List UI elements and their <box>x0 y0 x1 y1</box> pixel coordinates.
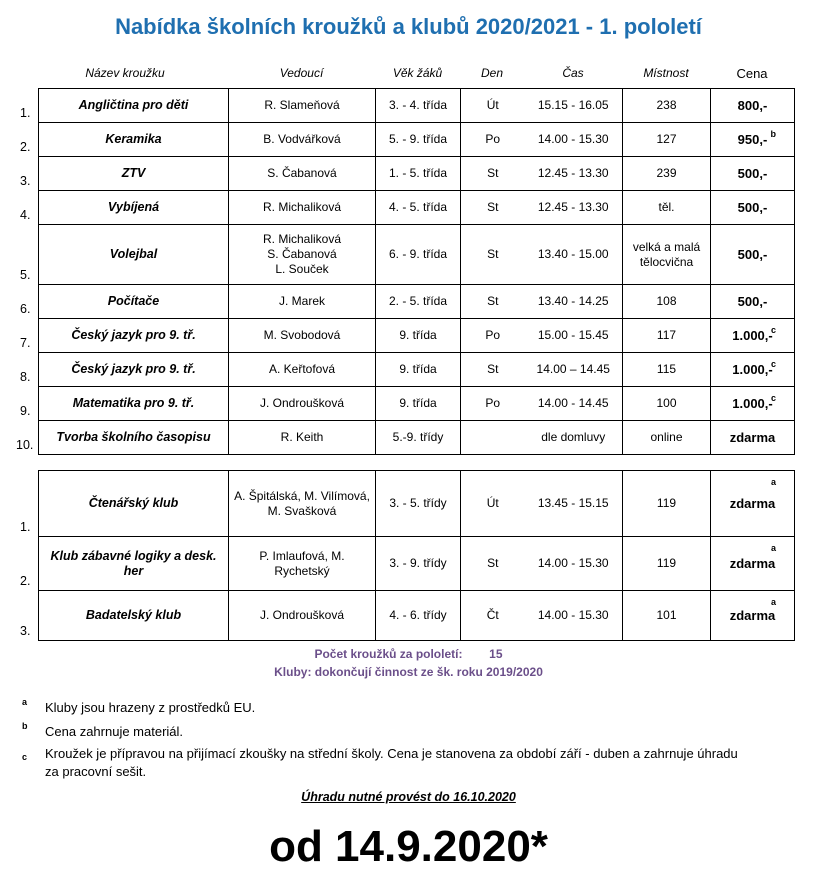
footnote-letter-c: c <box>22 752 28 762</box>
room: 238 <box>656 98 677 112</box>
room: online <box>650 430 683 444</box>
room-cell <box>623 471 711 537</box>
course-name-cell <box>39 157 229 191</box>
day: Po <box>485 328 501 342</box>
header-leader: Vedoucí <box>279 66 324 80</box>
day-cell <box>461 319 525 353</box>
leader: M. Svobodová <box>263 328 341 342</box>
clubs-note: Kluby: dokončují činnost ze šk. roku 2019/2020 <box>274 665 543 679</box>
leader: R. Slameňová <box>264 98 340 112</box>
leader-cell <box>229 285 376 319</box>
club-row <box>39 591 795 641</box>
price-cell <box>711 537 795 591</box>
leader-cell <box>229 225 376 285</box>
leader-cell <box>229 537 376 591</box>
price: 1.000,- <box>732 396 773 411</box>
time-cell <box>525 353 623 387</box>
time: 13.40 - 14.25 <box>537 294 609 308</box>
age-group: 4. - 6. třídy <box>389 608 447 622</box>
footnote-letter-b: b <box>22 721 28 731</box>
time-cell <box>525 471 623 537</box>
leader-cell <box>229 319 376 353</box>
leader: R. Keith <box>280 430 324 444</box>
age-group: 5.-9. třídy <box>392 430 444 444</box>
course-name-cell <box>39 591 229 641</box>
day-cell <box>461 537 525 591</box>
time-cell <box>525 123 623 157</box>
time: 14.00 - 15.30 <box>537 608 609 622</box>
course-row <box>39 319 795 353</box>
leader: P. Imlaufová, M. Rychetský <box>259 548 345 578</box>
day: Út <box>486 496 499 510</box>
day: St <box>487 294 499 308</box>
leader: R. Michaliková S. Čabanová L. Souček <box>262 232 342 276</box>
price-cell <box>711 353 795 387</box>
age-group: 3. - 5. třídy <box>389 496 447 510</box>
age-group-cell <box>376 421 461 455</box>
course-row <box>39 353 795 387</box>
footnote-mark: a <box>770 477 776 487</box>
age-group: 3. - 9. třídy <box>389 556 447 570</box>
course-name-cell <box>39 123 229 157</box>
price: 500,- <box>737 247 768 262</box>
room: 239 <box>656 166 677 180</box>
time: 13.45 - 15.15 <box>537 496 609 510</box>
price: 950,- <box>737 132 768 147</box>
row-number: 10. <box>16 438 34 452</box>
course-name: Český jazyk pro 9. tř. <box>71 362 196 376</box>
room: 101 <box>656 608 677 622</box>
time-cell <box>525 591 623 641</box>
age-group: 3. - 4. třída <box>388 98 448 112</box>
room-cell <box>623 387 711 421</box>
price: zdarma <box>729 430 776 445</box>
time-cell <box>525 225 623 285</box>
age-group-cell <box>376 157 461 191</box>
room-cell <box>623 191 711 225</box>
courses-table <box>38 88 795 455</box>
day: St <box>487 166 499 180</box>
room-cell <box>623 285 711 319</box>
time-cell <box>525 285 623 319</box>
room-cell <box>623 537 711 591</box>
footnote-mark: c <box>770 359 776 369</box>
price-cell <box>711 225 795 285</box>
day-cell <box>461 89 525 123</box>
day: Po <box>485 132 501 146</box>
time-cell <box>525 421 623 455</box>
footnote-a: Kluby jsou hrazeny z prostředků EU. <box>45 700 256 715</box>
age-group: 9. třída <box>399 396 437 410</box>
day: St <box>487 362 499 376</box>
age-group-cell <box>376 471 461 537</box>
course-row <box>39 421 795 455</box>
course-name: Čtenářský klub <box>88 496 179 510</box>
day: St <box>487 200 499 214</box>
time: 14.00 - 14.45 <box>537 396 609 410</box>
time: 14.00 – 14.45 <box>536 362 610 376</box>
course-name-cell <box>39 387 229 421</box>
time-cell <box>525 157 623 191</box>
row-number: 9. <box>20 404 31 418</box>
day-cell <box>461 353 525 387</box>
course-count <box>0 647 817 661</box>
time-cell <box>525 387 623 421</box>
course-name: Matematika pro 9. tř. <box>72 396 195 410</box>
price-cell <box>711 285 795 319</box>
day-cell <box>461 191 525 225</box>
price-cell <box>711 191 795 225</box>
price: 500,- <box>737 166 768 181</box>
age-group-cell <box>376 319 461 353</box>
course-name: Klub zábavné logiky a desk. her <box>50 548 217 578</box>
row-number: 5. <box>20 268 31 282</box>
time: 12.45 - 13.30 <box>537 166 609 180</box>
row-number: 2. <box>20 574 31 588</box>
payment-deadline: Úhradu nutné provést do 16.10.2020 <box>301 790 516 804</box>
price-cell <box>711 387 795 421</box>
time-cell <box>525 537 623 591</box>
course-name: ZTV <box>121 166 146 180</box>
day-cell <box>461 225 525 285</box>
price-cell <box>711 123 795 157</box>
price: 800,- <box>737 98 768 113</box>
leader: A. Špitálská, M. Vilímová, M. Svašková <box>234 488 370 518</box>
leader: B. Vodvářková <box>263 132 341 146</box>
room: 108 <box>656 294 677 308</box>
header-age: Věk žáků <box>392 66 443 80</box>
leader: J. Ondroušková <box>259 396 345 410</box>
day-cell <box>461 285 525 319</box>
time: 12.45 - 13.30 <box>537 200 609 214</box>
course-name-cell <box>39 471 229 537</box>
price: 1.000,- <box>732 362 773 377</box>
leader: J. Marek <box>278 294 325 308</box>
course-count-label: Počet kroužků za pololetí: <box>314 647 463 661</box>
row-number: 4. <box>20 208 31 222</box>
course-row <box>39 157 795 191</box>
room-cell <box>623 319 711 353</box>
price-cell <box>711 157 795 191</box>
row-number: 7. <box>20 336 31 350</box>
leader-cell <box>229 387 376 421</box>
leader-cell <box>229 471 376 537</box>
leader-cell <box>229 123 376 157</box>
course-name-cell <box>39 537 229 591</box>
room-cell <box>623 591 711 641</box>
row-number: 3. <box>20 174 31 188</box>
club-row <box>39 471 795 537</box>
leader: R. Michaliková <box>262 200 342 214</box>
price: 1.000,- <box>732 328 773 343</box>
footnote-mark: c <box>770 325 776 335</box>
time: dle domluvy <box>541 430 606 444</box>
leader-cell <box>229 353 376 387</box>
course-name: Volejbal <box>109 247 158 261</box>
age-group-cell <box>376 591 461 641</box>
course-row <box>39 285 795 319</box>
price-cell <box>711 319 795 353</box>
row-number: 1. <box>20 520 31 534</box>
course-row <box>39 225 795 285</box>
course-name-cell <box>39 421 229 455</box>
room-cell <box>623 89 711 123</box>
start-date: od 14.9.2020* <box>269 822 548 871</box>
room-cell <box>623 421 711 455</box>
age-group-cell <box>376 89 461 123</box>
price: 500,- <box>737 294 768 309</box>
room: 117 <box>656 328 677 342</box>
header-time: Čas <box>562 66 584 80</box>
room: velká a malá tělocvična <box>632 239 701 269</box>
course-name-cell <box>39 89 229 123</box>
day: St <box>487 247 499 261</box>
course-name-cell <box>39 225 229 285</box>
row-number: 1. <box>20 106 31 120</box>
day-cell <box>461 157 525 191</box>
course-name: Badatelský klub <box>85 608 182 622</box>
leader: A. Keřtofová <box>268 362 336 376</box>
day-cell <box>461 471 525 537</box>
age-group: 5. - 9. třída <box>388 132 448 146</box>
leader-cell <box>229 421 376 455</box>
age-group-cell <box>376 285 461 319</box>
row-number: 6. <box>20 302 31 316</box>
course-name-cell <box>39 285 229 319</box>
price: zdarma <box>729 556 776 571</box>
footnote-c: Kroužek je přípravou na přijímací zkoušky na střední školy. Cena je stanovena za období září - duben a zahrnuje úhradu za pracovní sešit. <box>45 746 738 779</box>
room: 115 <box>656 362 677 376</box>
age-group: 1. - 5. třída <box>388 166 448 180</box>
footnote-mark: c <box>770 393 776 403</box>
footnote-mark: b <box>770 129 776 139</box>
price-cell <box>711 591 795 641</box>
time: 14.00 - 15.30 <box>537 556 609 570</box>
age-group-cell <box>376 387 461 421</box>
course-name-cell <box>39 353 229 387</box>
age-group-cell <box>376 353 461 387</box>
course-name: Keramika <box>105 132 162 146</box>
course-name: Angličtina pro děti <box>78 98 189 112</box>
leader-cell <box>229 89 376 123</box>
day: Po <box>485 396 501 410</box>
day: Čt <box>486 608 499 622</box>
leader: S. Čabanová <box>267 166 337 180</box>
room: 127 <box>656 132 677 146</box>
club-row <box>39 537 795 591</box>
time-cell <box>525 191 623 225</box>
age-group: 9. třída <box>399 328 437 342</box>
course-count-value: 15 <box>489 647 503 661</box>
day-cell <box>461 387 525 421</box>
price: zdarma <box>729 496 776 511</box>
footnote-mark: a <box>770 597 776 607</box>
time-cell <box>525 89 623 123</box>
room: 119 <box>656 496 677 510</box>
time: 13.40 - 15.00 <box>537 247 609 261</box>
leader-cell <box>229 157 376 191</box>
course-name-cell <box>39 191 229 225</box>
room: těl. <box>658 200 675 214</box>
header-name: Název kroužku <box>85 66 165 80</box>
time: 15.00 - 15.45 <box>537 328 609 342</box>
age-group-cell <box>376 537 461 591</box>
age-group-cell <box>376 191 461 225</box>
footnote-mark: a <box>770 543 776 553</box>
row-number: 8. <box>20 370 31 384</box>
age-group: 4. - 5. třída <box>388 200 448 214</box>
room-cell <box>623 353 711 387</box>
day-cell <box>461 591 525 641</box>
leader-cell <box>229 591 376 641</box>
leader: J. Ondroušková <box>259 608 345 622</box>
age-group: 9. třída <box>399 362 437 376</box>
course-name: Tvorba školního časopisu <box>56 430 211 444</box>
clubs-table <box>38 470 795 641</box>
day-cell <box>461 123 525 157</box>
row-number: 3. <box>20 624 31 638</box>
time: 14.00 - 15.30 <box>537 132 609 146</box>
footnote-b: Cena zahrnuje materiál. <box>45 724 184 739</box>
age-group-cell <box>376 225 461 285</box>
price-cell <box>711 89 795 123</box>
room-cell <box>623 123 711 157</box>
course-row <box>39 387 795 421</box>
course-row <box>39 191 795 225</box>
price: 500,- <box>737 200 768 215</box>
course-name: Vybíjená <box>107 200 160 214</box>
leader-cell <box>229 191 376 225</box>
course-row <box>39 89 795 123</box>
room: 119 <box>656 556 677 570</box>
course-name: Český jazyk pro 9. tř. <box>71 328 196 342</box>
time-cell <box>525 319 623 353</box>
course-name: Počítače <box>107 294 160 308</box>
price: zdarma <box>729 608 776 623</box>
day: St <box>487 556 499 570</box>
age-group: 6. - 9. třída <box>388 247 448 261</box>
age-group: 2. - 5. třída <box>388 294 448 308</box>
price-cell <box>711 471 795 537</box>
day: Út <box>486 98 499 112</box>
time: 15.15 - 16.05 <box>537 98 609 112</box>
page-title: Nabídka školních kroužků a klubů 2020/2021 - 1. pololetí <box>115 14 702 39</box>
course-name-cell <box>39 319 229 353</box>
room: 100 <box>656 396 677 410</box>
header-price: Cena <box>736 66 768 81</box>
age-group-cell <box>376 123 461 157</box>
row-number: 2. <box>20 140 31 154</box>
room-cell <box>623 157 711 191</box>
header-place: Místnost <box>643 66 689 80</box>
price-cell <box>711 421 795 455</box>
room-cell <box>623 225 711 285</box>
header-day: Den <box>480 66 503 80</box>
day-cell <box>461 421 525 455</box>
footnote-letter-a: a <box>22 697 28 707</box>
course-row <box>39 123 795 157</box>
